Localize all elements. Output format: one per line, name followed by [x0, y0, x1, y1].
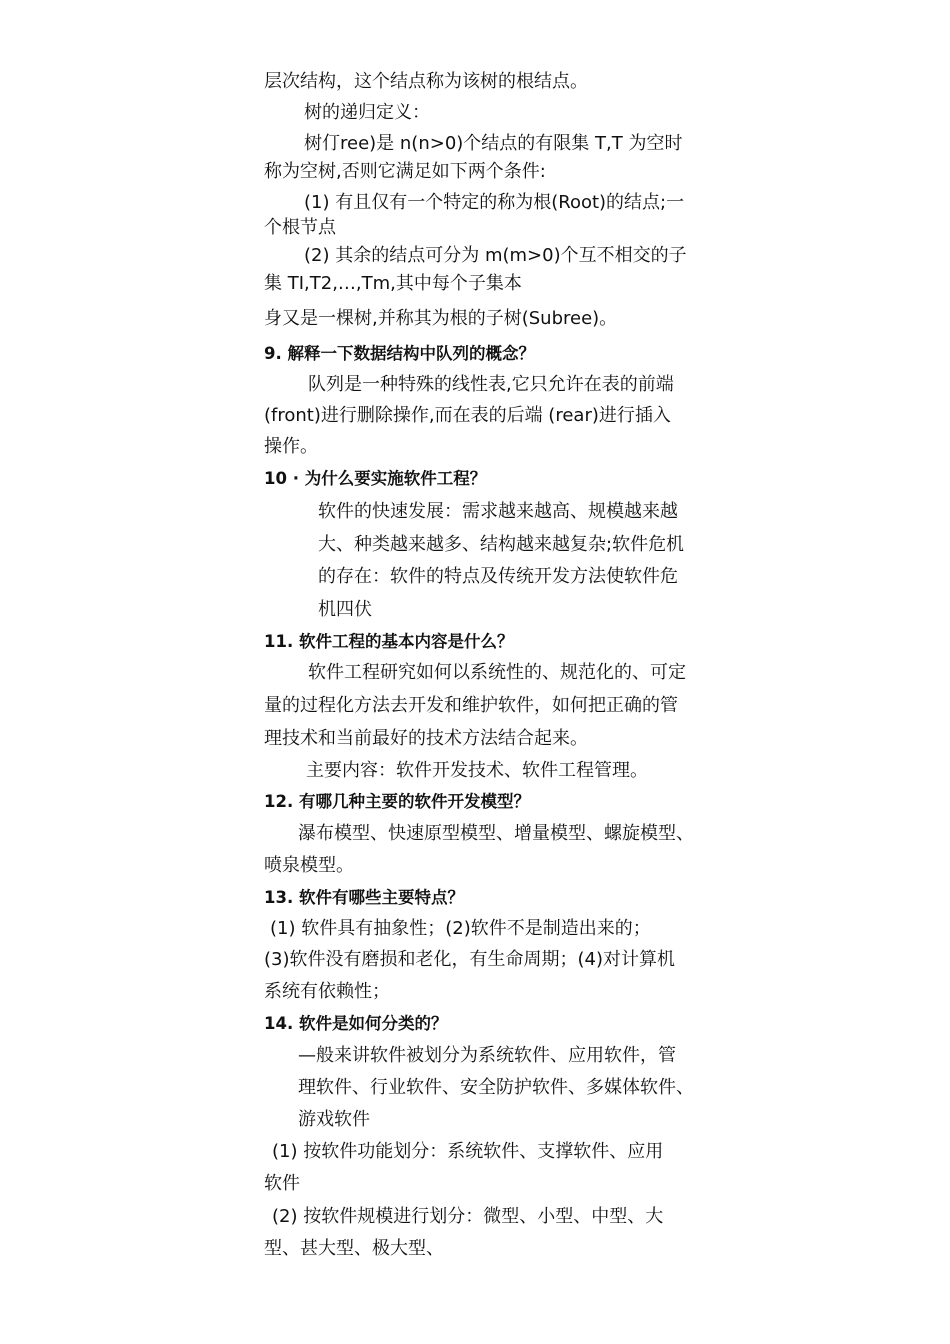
- question-heading: 10 · 为什么要实施软件工程？: [264, 469, 487, 488]
- question-heading: 14. 软件是如何分类的？: [264, 1014, 448, 1033]
- text-line: 理软件、行业软件、安全防护软件、多媒体软件、: [298, 1077, 694, 1098]
- text-line: 理技术和当前最好的技术方法结合起来。: [264, 728, 588, 749]
- text-line: (1) 软件具有抽象性；(2)软件不是制造出来的；: [270, 918, 651, 939]
- text-line: (front)进行删除操作,而在表的后端 (rear)进行插入: [264, 405, 671, 426]
- question-heading: 12. 有哪几种主要的软件开发模型？: [264, 792, 530, 811]
- text-line: 队列是一种特殊的线性表,它只允许在表的前端: [308, 374, 674, 395]
- question-heading: 11. 软件工程的基本内容是什么？: [264, 632, 514, 651]
- text-line: 树的递归定义：: [304, 102, 430, 123]
- text-line: 喷泉模型。: [264, 855, 354, 876]
- text-line: 主要内容：软件开发技术、软件工程管理。: [306, 760, 648, 781]
- question-heading: 13. 软件有哪些主要特点？: [264, 888, 464, 907]
- text-line: (2) 其余的结点可分为 m(m>0)个互不相交的子: [304, 245, 687, 266]
- text-line: —般来讲软件被划分为系统软件、应用软件，管: [298, 1045, 676, 1066]
- text-line: 软件的快速发展：需求越来越高、规模越来越: [318, 501, 678, 522]
- text-line: 系统有依赖性；: [264, 981, 390, 1002]
- text-line: (3)软件没有磨损和老化，有生命周期；(4)对计算机: [264, 949, 675, 970]
- text-line: 瀑布模型、快速原型模型、增量模型、螺旋模型、: [298, 823, 694, 844]
- text-line: 集 TI,T2,…,Tm,其中每个子集本: [264, 273, 522, 294]
- text-line: 个根节点: [264, 217, 336, 238]
- text-line: 软件: [264, 1173, 300, 1194]
- text-line: 游戏软件: [298, 1109, 370, 1130]
- text-line: 型、甚大型、极大型、: [264, 1238, 444, 1259]
- text-line: 操作。: [264, 436, 318, 457]
- text-line: 软件工程研究如何以系统性的、规范化的、可定: [308, 662, 686, 683]
- text-line: 身又是一棵树,并称其为根的子树(Subree)。: [264, 308, 618, 329]
- question-heading: 9. 解释一下数据结构中队列的概念？: [264, 344, 535, 363]
- text-line: 机四伏: [318, 599, 372, 620]
- text-line: 称为空树,否则它满足如下两个条件:: [264, 161, 546, 182]
- text-line: 大、种类越来越多、结构越来越复杂;软件危机: [318, 534, 685, 555]
- text-line: (2) 按软件规模进行划分：微型、小型、中型、大: [272, 1206, 664, 1227]
- text-line: (1) 按软件功能划分：系统软件、支撑软件、应用: [272, 1141, 664, 1162]
- text-line: 的存在：软件的特点及传统开发方法使软件危: [318, 566, 678, 587]
- text-line: 树仃ree)是 n(n>0)个结点的有限集 T,T 为空时: [304, 133, 683, 154]
- text-line: 层次结构，这个结点称为该树的根结点。: [264, 71, 588, 92]
- text-line: (1) 有且仅有一个特定的称为根(Root)的结点;一: [304, 192, 685, 213]
- text-line: 量的过程化方法去开发和维护软件，如何把正确的管: [264, 695, 678, 716]
